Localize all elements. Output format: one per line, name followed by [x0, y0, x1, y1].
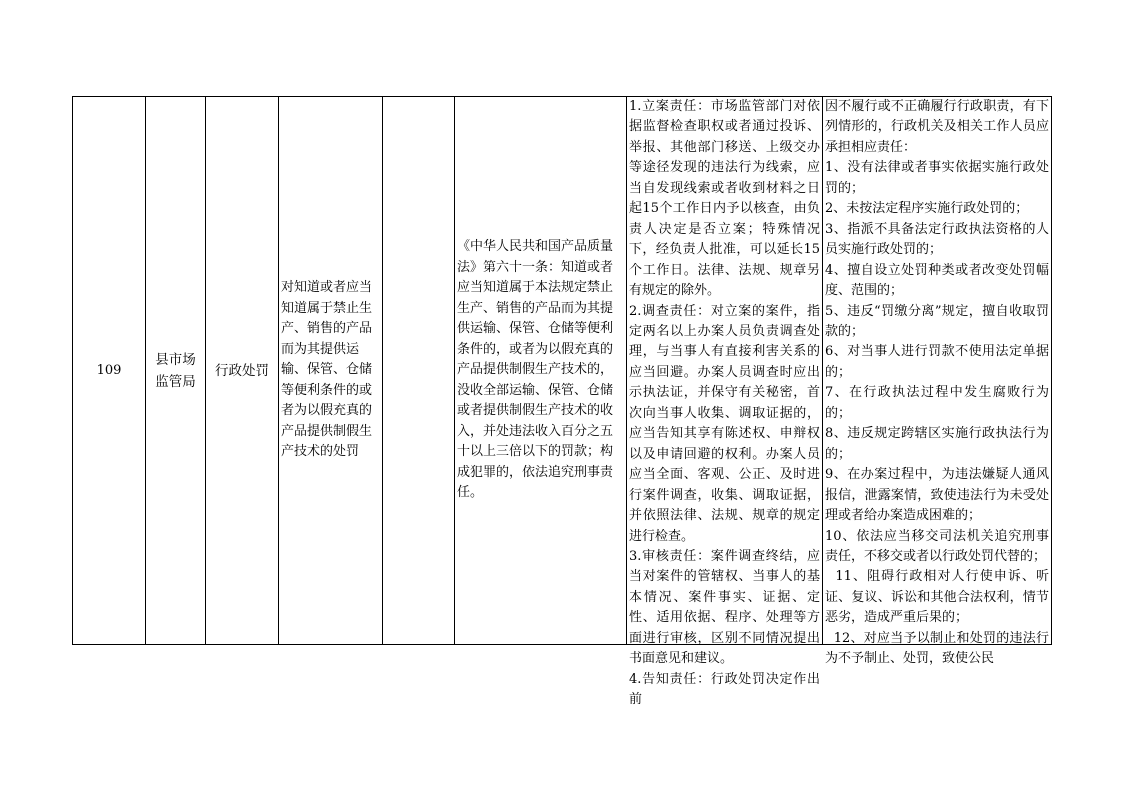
- responsibility-cell: [627, 97, 823, 708]
- accountability-item: 6、对当事人进行罚款不使用法定单据的；: [825, 344, 1049, 380]
- legal-basis-text: 《中华人民共和国产品质量法》第六十一条：知道或者应当知道属于本法规定禁止生产、销售的产品而为其提供运输、保管、仓储等便利条件的，或者为以假充真的产品提供制假生产技术的，没收全部运输、保管、仓储或者提供制假生产技术的收入，并处违法收入百分之五十以上三倍以下的罚款；构成犯罪的，依法追究刑事责任。: [457, 239, 614, 501]
- accountability-text: [823, 97, 1051, 667]
- category-cell: 行政处罚: [206, 97, 279, 645]
- accountability-item: 9、在办案过程中，为违法嫌疑人通风报信，泄露案情，致使违法行为未受处理或者给办案造成困难的；: [825, 467, 1049, 524]
- legal-basis-cell: [455, 97, 627, 645]
- responsibility-paragraph: 3.审核责任：案件调查终结，应当对案件的管辖权、当事人的基本情况、案件事实、证据、定性、适用依据、程序、处理等方面进行审核，区别不同情况提出书面意见和建议。: [629, 548, 820, 667]
- accountability-item: 4、擅自设立处罚种类或者改变处罚幅度、范围的；: [825, 262, 1049, 299]
- responsibility-paragraph: 1.立案责任：市场监管部门对依据监督检查职权或者通过投诉、举报、其他部门移送、上级交办等途径发现的违法行为线索，应当自发现线索或者收到材料之日起15个工作日内予以核查，由负责人决定是否立案；特殊情况下，经负责人批准，可以延长15个工作日。法律、法规、规章另有规定的除外。: [629, 99, 820, 299]
- responsibility-table: [72, 96, 1052, 708]
- department-cell: [146, 97, 206, 645]
- accountability-cell: [823, 97, 1052, 667]
- table-row: [73, 97, 1052, 645]
- responsibility-paragraph: 2.调查责任：对立案的案件，指定两名以上办案人员负责调查处理，与当事人有直接利害关系的应当回避。办案人员调查时应出示执法证，并保守有关秘密，首次向当事人收集、调取证据的，应当告知其享有陈述权、申辩权以及申请回避的权利。办案人员应当全面、客观、公正、及时进行案件调查，收集、调取证据，并依照法律、法规、规章的规定进行检查。: [629, 303, 820, 544]
- accountability-item: 5、违反“罚缴分离”规定，擅自收取罚款的；: [825, 303, 1049, 339]
- department-line-1: 县市场: [155, 351, 196, 368]
- accountability-item: 2、未按法定程序实施行政处罚的；: [825, 201, 1029, 217]
- responsibility-paragraph: 4.告知责任：行政处罚决定作出前: [629, 671, 820, 708]
- responsibility-text: [627, 97, 822, 708]
- department-line-2: 监管局: [155, 373, 196, 390]
- item-name-cell: [279, 97, 383, 645]
- accountability-intro: 因不履行或不正确履行行政职责，有下列情形的，行政机关及相关工作人员应承担相应责任：: [825, 99, 1049, 155]
- sub-item-cell: [383, 97, 455, 645]
- item-name-text: 对知道或者应当知道属于禁止生产、销售的产品而为其提供运输、保管、仓储等便利条件的或者为以假充真的产品提供制假生产技术的处罚: [281, 280, 373, 460]
- accountability-item: 1、没有法律或者事实依据实施行政处罚的；: [825, 160, 1049, 196]
- accountability-item: 12、对应当予以制止和处罚的违法行为不予制止、处罚，致使公民: [825, 630, 1049, 667]
- accountability-item: 7、在行政执法过程中发生腐败行为的；: [825, 385, 1049, 421]
- row-number: 109: [73, 97, 146, 645]
- accountability-item: 3、指派不具备法定行政执法资格的人员实施行政处罚的；: [825, 221, 1049, 258]
- accountability-item: 10、依法应当移交司法机关追究刑事责任，不移交或者以行政处罚代替的；: [825, 528, 1049, 564]
- accountability-item: 8、违反规定跨辖区实施行政执法行为的；: [825, 426, 1049, 462]
- accountability-item: 11、阻碍行政相对人行使申诉、听证、复议、诉讼和其他合法权利，情节恶劣，造成严重后果的；: [825, 569, 1049, 626]
